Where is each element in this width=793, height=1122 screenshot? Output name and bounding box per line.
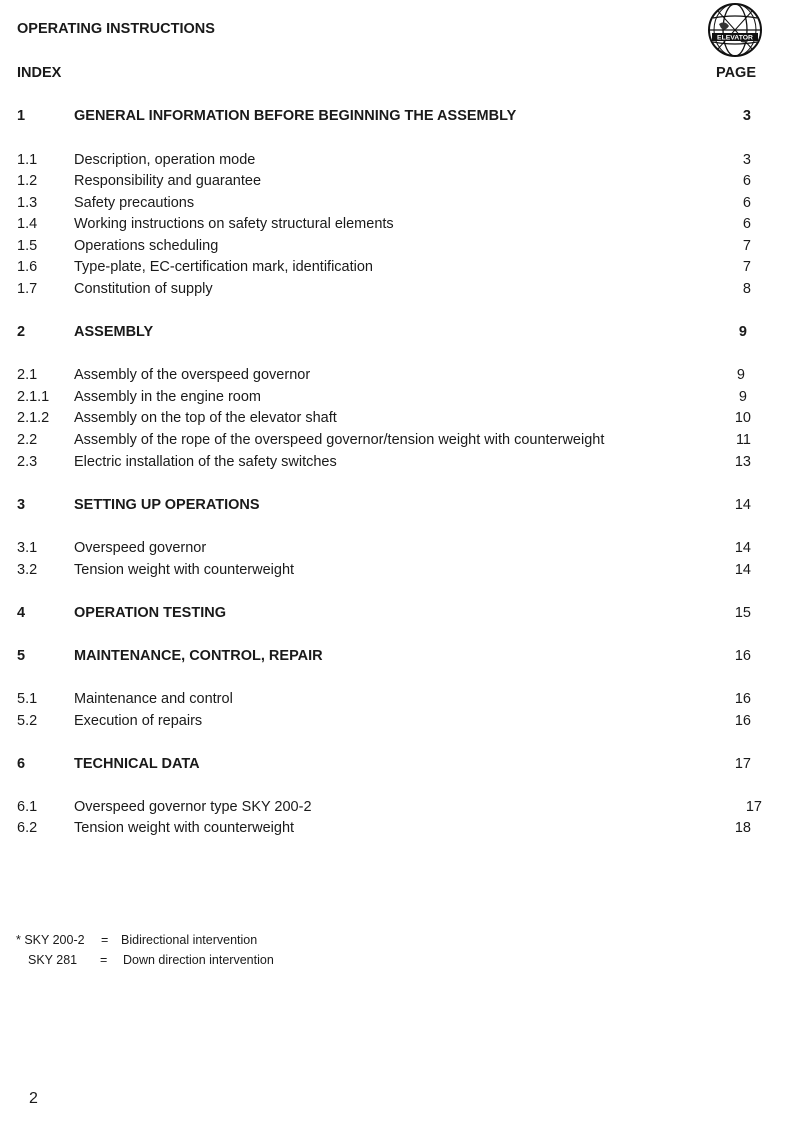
toc-title: Working instructions on safety structural elements [74,216,394,232]
toc-section-5 [0,648,793,668]
toc-number: 5.2 [17,713,38,729]
toc-title: SETTING UP OPERATIONS [74,497,260,513]
toc-number: 3.1 [17,540,38,556]
toc-number: 2.3 [17,454,38,470]
toc-page: 11 [735,432,751,448]
toc-section-6 [0,756,793,776]
footnote-desc-1: Bidirectional intervention [121,933,258,947]
toc-number: 1.3 [17,195,38,211]
toc-row-2-1-2 [0,410,793,430]
toc-title: Assembly in the engine room [74,389,261,405]
toc-title: Overspeed governor [74,540,207,556]
toc-page: 14 [734,562,751,578]
toc-section-4 [0,605,793,625]
toc-page: 9 [736,367,745,383]
toc-title: TECHNICAL DATA [74,756,200,772]
footnote-desc-2: Down direction intervention [123,953,274,967]
toc-page: 7 [742,238,751,254]
toc-row-2-1-1 [0,389,793,409]
toc-page: 16 [734,713,751,729]
toc-title: Operations scheduling [74,238,219,254]
toc-number: 2.1.1 [17,389,50,405]
toc-title: ASSEMBLY [74,324,154,340]
toc-page: 13 [734,454,751,470]
toc-page: 6 [742,195,751,211]
toc-title: Overspeed governor type SKY 200-2 [74,799,312,815]
toc-number: 1.5 [17,238,38,254]
toc-number: 6.2 [17,820,38,836]
toc-number: 6 [17,756,26,772]
toc-number: 1.4 [17,216,38,232]
toc-title: Maintenance and control [74,691,233,707]
toc-row-1-4 [0,216,793,236]
toc-row-3-2 [0,562,793,582]
toc-title: Assembly of the overspeed governor [74,367,311,383]
toc-page: 16 [734,648,751,664]
toc-page: 17 [745,799,762,815]
toc-section-3 [0,497,793,517]
page-column-label: PAGE [715,65,756,81]
toc-title: Type-plate, EC-certification mark, identification [74,259,373,275]
toc-row-1-1 [0,152,793,172]
toc-page: 14 [734,497,751,513]
toc-row-6-1 [0,799,793,819]
toc-page: 9 [738,389,747,405]
footnote-model-1: * SKY 200-2 [16,933,85,947]
toc-page: 7 [742,259,751,275]
toc-title: OPERATION TESTING [74,605,226,621]
footnote-model-2: SKY 281 [28,953,78,967]
toc-title: Tension weight with counterweight [74,820,295,836]
toc-row-5-1 [0,691,793,711]
toc-row-2-1 [0,367,793,387]
toc-page: 6 [742,216,751,232]
toc-page: 17 [734,756,751,772]
toc-section-1 [0,108,793,128]
toc-row-1-3 [0,195,793,215]
toc-number: 6.1 [17,799,38,815]
toc-number: 3.2 [17,562,38,578]
logo-text: ELEVATOR [717,34,753,42]
toc-number: 1 [17,108,26,124]
toc-title: Assembly of the rope of the overspeed governor/tension weight with counterweight [74,432,605,448]
toc-row-1-5 [0,238,793,258]
toc-title: Execution of repairs [74,713,203,729]
toc-number: 2.2 [17,432,38,448]
toc-number: 5.1 [17,691,38,707]
toc-page: 15 [734,605,751,621]
document-title: OPERATING INSTRUCTIONS [17,21,215,37]
toc-row-5-2 [0,713,793,733]
toc-page: 18 [734,820,751,836]
toc-number: 1.7 [17,281,38,297]
toc-row-1-2 [0,173,793,193]
toc-page: 3 [742,108,751,124]
toc-number: 2 [17,324,26,340]
toc-row-1-7 [0,281,793,301]
toc-number: 1.2 [17,173,38,189]
toc-title: Electric installation of the safety switches [74,454,337,470]
toc-number: 1.6 [17,259,38,275]
toc-title: Description, operation mode [74,152,256,168]
toc-page: 10 [734,410,751,426]
toc-title: Tension weight with counterweight [74,562,295,578]
toc-number: 3 [17,497,26,513]
toc-page: 14 [734,540,751,556]
toc-title: Assembly on the top of the elevator shaft [74,410,337,426]
toc-page: 16 [734,691,751,707]
toc-title: GENERAL INFORMATION BEFORE BEGINNING THE ASSEMBLY [74,108,517,124]
toc-title: Responsibility and guarantee [74,173,262,189]
toc-number: 1.1 [17,152,38,168]
toc-row-6-2 [0,820,793,840]
globe-logo [707,2,763,58]
page-number: 2 [29,1090,38,1107]
toc-number: 5 [17,648,26,664]
toc-number: 2.1 [17,367,38,383]
toc-number: 2.1.2 [17,410,50,426]
footnote-equals-1: = [101,933,109,947]
toc-title: Safety precautions [74,195,195,211]
toc-row-1-6 [0,259,793,279]
toc-page: 8 [742,281,751,297]
toc-page: 6 [742,173,751,189]
toc-page: 3 [742,152,751,168]
toc-row-3-1 [0,540,793,560]
toc-number: 4 [17,605,26,621]
toc-row-2-3 [0,454,793,474]
toc-page: 9 [738,324,747,340]
footnote-equals-2: = [100,953,108,967]
toc-section-2 [0,324,793,344]
toc-row-2-2 [0,432,793,452]
index-label: INDEX [17,65,62,81]
toc-title: MAINTENANCE, CONTROL, REPAIR [74,648,323,664]
toc-title: Constitution of supply [74,281,213,297]
